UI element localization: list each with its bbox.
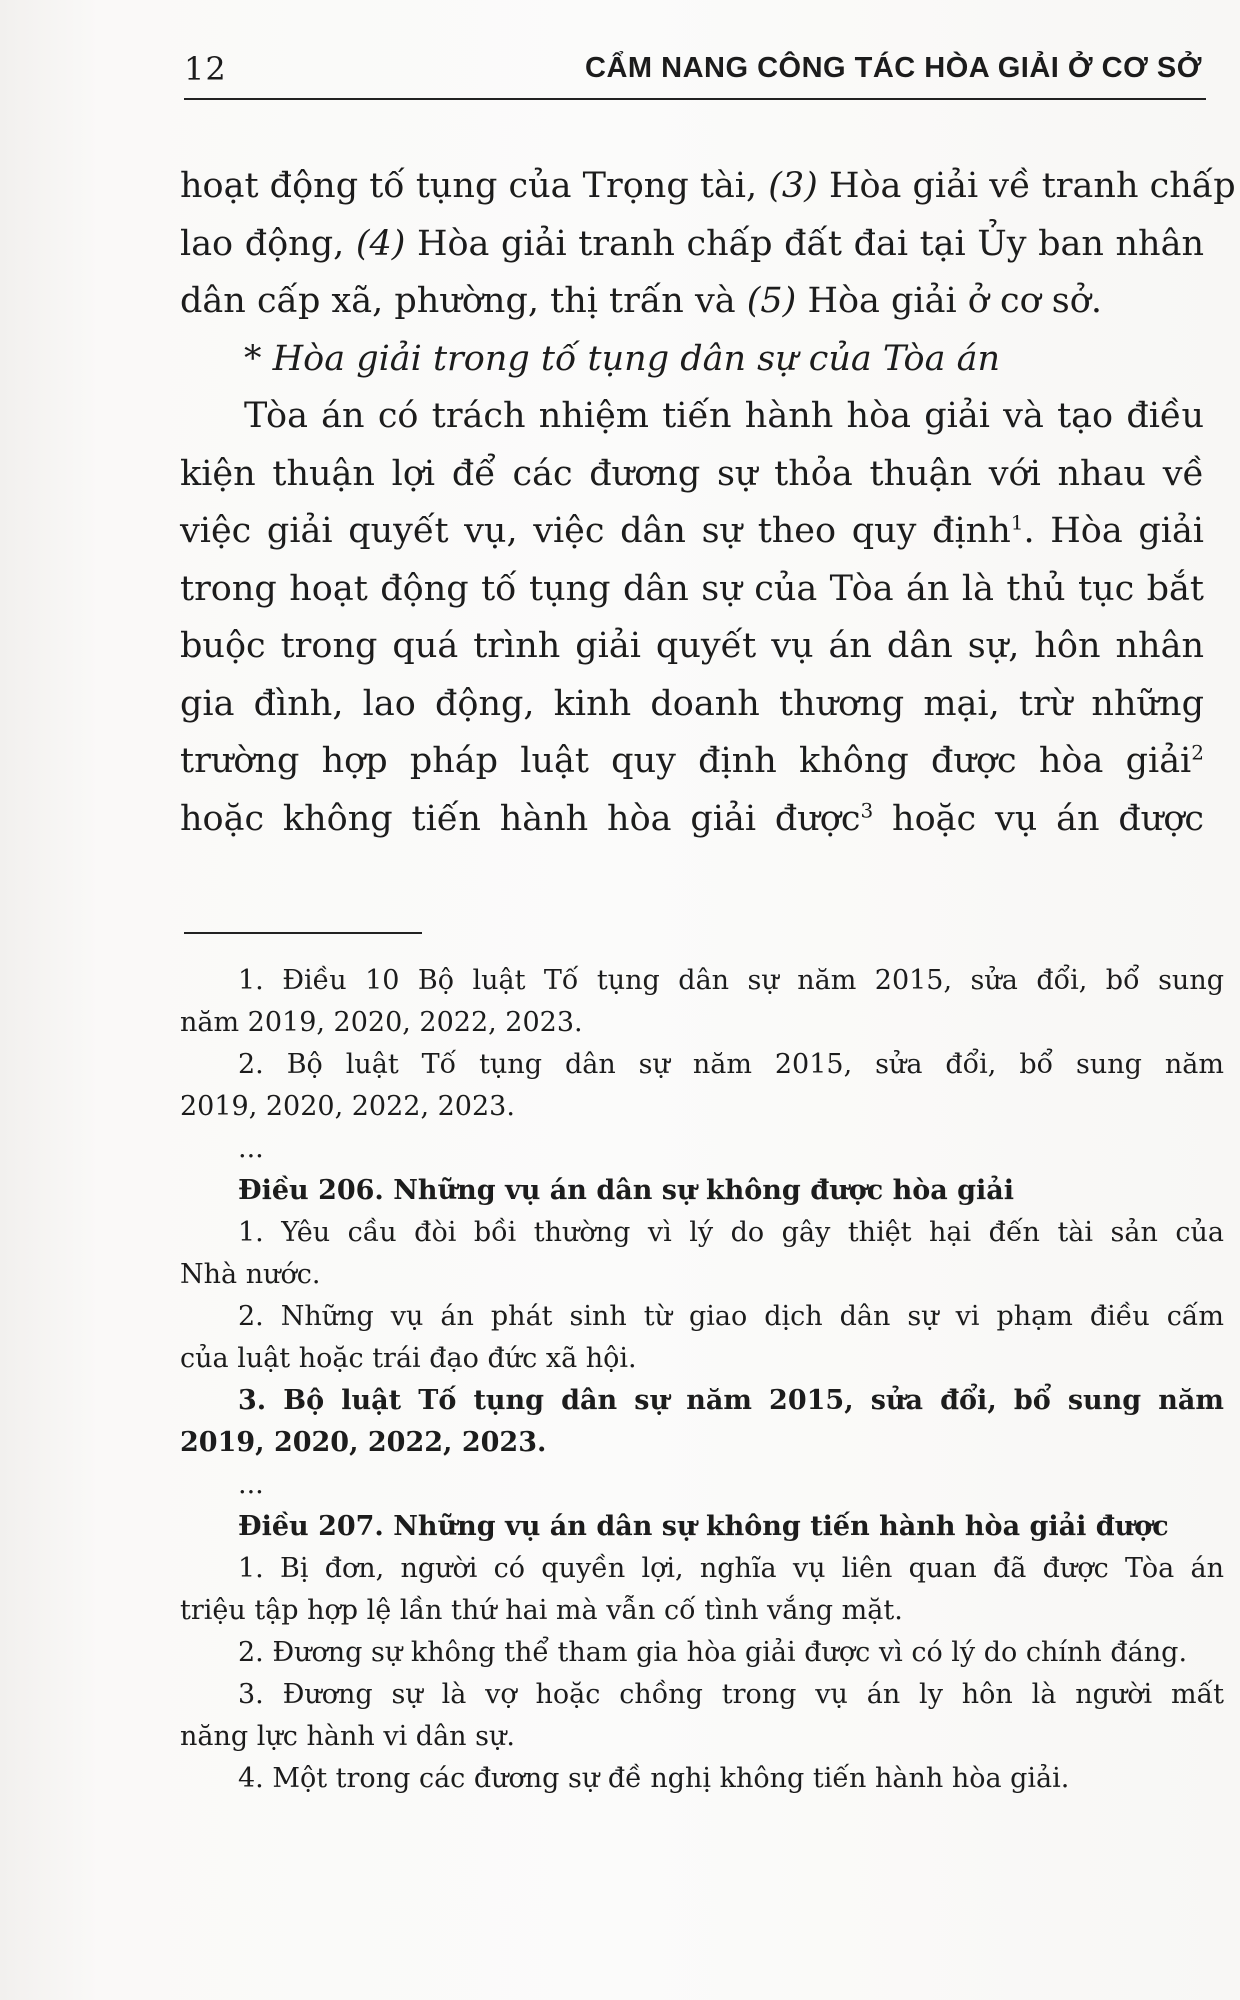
article-heading: Điều 207. Những vụ án dân sự không tiến hành hòa giải được — [238, 1511, 1169, 1542]
text-line: hoạt động tố tụng của Trọng tài, (3) Hòa giải về tranh chấp — [180, 166, 1236, 206]
footnote-line: 1. Yêu cầu đòi bồi thường vì lý do gây thiệt hại đến tài sản của — [238, 1217, 1224, 1248]
text-line: lao động, (4) Hòa giải tranh chấp đất đai tại Ủy ban nhân — [180, 223, 1204, 264]
text-line: kiện thuận lợi để các đương sự thỏa thuận với nhau về — [180, 453, 1204, 494]
footnote-line: 1. Bị đơn, người có quyền lợi, nghĩa vụ liên quan đã được Tòa án — [238, 1553, 1224, 1584]
text-line: buộc trong quá trình giải quyết vụ án dân sự, hôn nhân — [180, 626, 1204, 666]
footnote-ref: 2 — [1191, 740, 1204, 765]
footnote-line: 3. Đương sự là vợ hoặc chồng trong vụ án ly hôn là người mất — [238, 1679, 1224, 1710]
footnote-line: của luật hoặc trái đạo đức xã hội. — [180, 1343, 637, 1374]
text-line: trường hợp pháp luật quy định không được hòa giải$^2$ — [180, 740, 1204, 781]
footnote-line: 2. Đương sự không thể tham gia hòa giải được vì có lý do chính đáng. — [238, 1637, 1188, 1668]
footnote-line: Nhà nước. — [180, 1259, 321, 1290]
text-line: dân cấp xã, phường, thị trấn và (5) Hòa giải ở cơ sở. — [180, 281, 1102, 321]
footnote-ref: 1 — [1010, 510, 1024, 535]
footnote-line: 4. Một trong các đương sự đề nghị không tiến hành hòa giải. — [238, 1763, 1070, 1794]
ellipsis: ... — [238, 1133, 264, 1164]
page-number: 12 — [184, 50, 227, 88]
footnote-divider — [184, 932, 422, 934]
text-line: việc giải quyết vụ, việc dân sự theo quy định$^1$. Hòa giải — [180, 510, 1205, 551]
footnote-line: năm 2019, 2020, 2022, 2023. — [180, 1007, 583, 1038]
ellipsis: ... — [238, 1469, 264, 1500]
text-line: gia đình, lao động, kinh doanh thương mại, trừ những — [180, 683, 1204, 724]
footnote-line: 1. Điều 10 Bộ luật Tố tụng dân sự năm 2015, sửa đổi, bổ sung — [238, 965, 1224, 996]
article-heading: Điều 206. Những vụ án dân sự không được hòa giải — [238, 1175, 1014, 1206]
text-line: Tòa án có trách nhiệm tiến hành hòa giải và tạo điều — [244, 396, 1204, 436]
footnote-line: năng lực hành vi dân sự. — [180, 1721, 515, 1752]
text-line: hoặc không tiến hành hòa giải được$^3$ hoặc vụ án được — [180, 797, 1205, 839]
footnote-line: 2019, 2020, 2022, 2023. — [180, 1427, 547, 1458]
section-heading: * Hòa giải trong tố tụng dân sự của Tòa án — [244, 338, 1001, 379]
footnote-line: 2. Những vụ án phát sinh từ giao dịch dân sự vi phạm điều cấm — [238, 1301, 1224, 1332]
footnote-line: 2. Bộ luật Tố tụng dân sự năm 2015, sửa đổi, bổ sung năm — [238, 1049, 1224, 1080]
text-line: trong hoạt động tố tụng dân sự của Tòa án là thủ tục bắt — [180, 568, 1204, 609]
running-title: CẨM NANG CÔNG TÁC HÒA GIẢI Ở CƠ SỞ — [585, 52, 1202, 84]
footnote-line: triệu tập hợp lệ lần thứ hai mà vẫn cố tình vắng mặt. — [180, 1595, 903, 1626]
footnote-line: 3. Bộ luật Tố tụng dân sự năm 2015, sửa đổi, bổ sung năm — [238, 1385, 1224, 1416]
main-text — [180, 158, 1236, 848]
footnotes — [180, 960, 1224, 1800]
page-header — [184, 46, 1206, 100]
footnote-ref: 3 — [860, 797, 874, 822]
footnote-line: 2019, 2020, 2022, 2023. — [180, 1091, 515, 1122]
